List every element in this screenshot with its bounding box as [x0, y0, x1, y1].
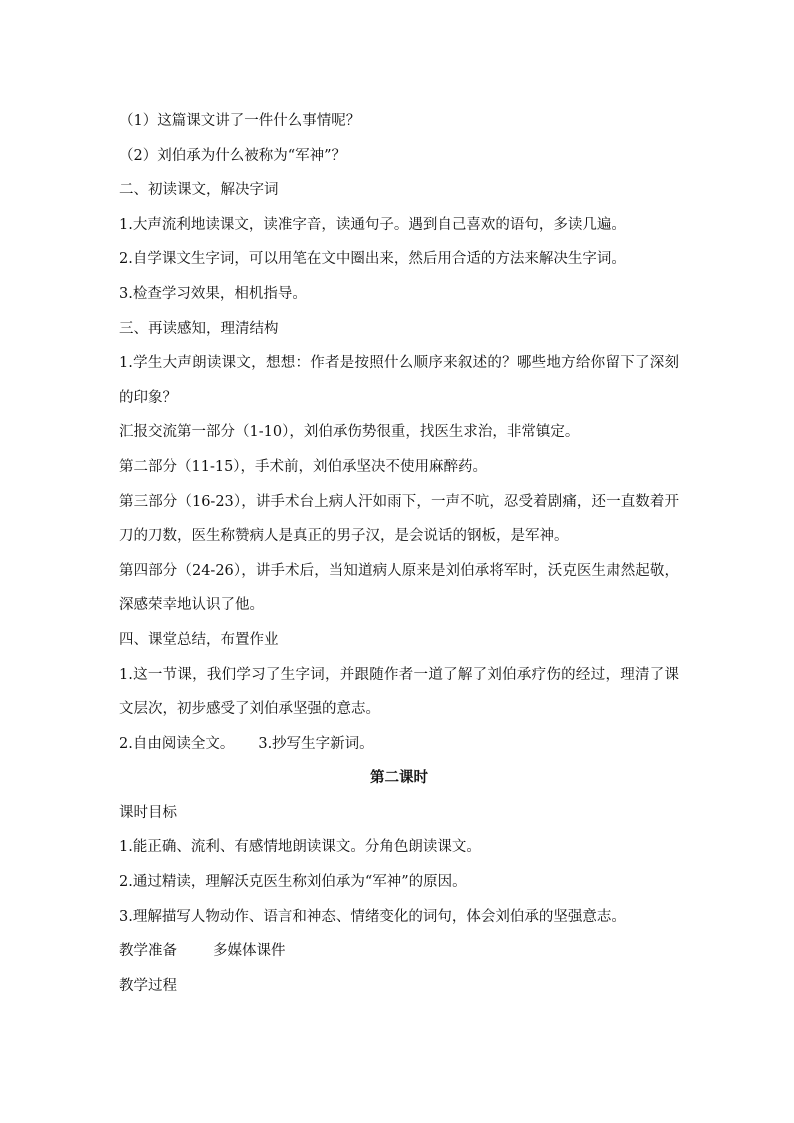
section-heading-2: 二、初读课文，解决字词 — [119, 182, 279, 199]
step-4-2 — [119, 727, 679, 762]
part-3-summary: 第三部分（16-23），讲手术台上病人汗如雨下，一声不吭，忍受着剧痛，还一直数着开刀的刀数，医生称赞病人是真正的男子汉，是会说话的钢板，是军神。 — [119, 493, 679, 545]
part-2-summary: 第二部分（11-15），手术前，刘伯承坚决不使用麻醉药。 — [119, 458, 488, 475]
step-2-1: 1.大声流利地读课文，读准字音，读通句子。遇到自己喜欢的语句，多读几遍。 — [119, 216, 626, 233]
goals-label: 课时目标 — [119, 804, 177, 821]
part-4-summary: 第四部分（24-26），讲手术后，当知道病人原来是刘伯承将军时，沃克医生肃然起敬，深感荣幸地认识了他。 — [119, 562, 679, 614]
goal-1: 1.能正确、流利、有感情地朗读课文。分角色朗读课文。 — [119, 839, 481, 856]
goal-3: 3.理解描写人物动作、语言和神态、情绪变化的词句，体会刘伯承的坚强意志。 — [119, 908, 626, 925]
document-body — [119, 104, 679, 1003]
question-1: （1）这篇课文讲了一件什么事情呢？ — [119, 113, 361, 129]
section-heading-4: 四、课堂总结，布置作业 — [119, 631, 279, 648]
goal-2: 2.通过精读，理解沃克医生称刘伯承为“军神”的原因。 — [119, 874, 467, 891]
teaching-prep — [119, 934, 679, 969]
prep-value: 多媒体课件 — [213, 943, 286, 960]
lesson-2-title: 第二课时 — [370, 770, 428, 787]
question-2: （2）刘伯承为什么被称为“军神”？ — [119, 147, 347, 164]
step-3-1: 1.学生大声朗读课文，想想：作者是按照什么顺序来叙述的？哪些地方给你留下了深刻的印象？ — [119, 355, 679, 406]
part-1-summary: 汇报交流第一部分（1-10），刘伯承伤势很重，找医生求治，非常镇定。 — [119, 424, 580, 441]
section-heading-3: 三、再读感知，理清结构 — [119, 320, 279, 337]
process-label: 教学过程 — [119, 977, 177, 994]
prep-label: 教学准备 — [119, 943, 177, 960]
step-4-1: 1.这一节课，我们学习了生字词，并跟随作者一道了解了刘伯承疗伤的经过，理清了课文层次，初步感受了刘伯承坚强的意志。 — [119, 666, 679, 718]
homework-read: 2.自由阅读全文。 — [119, 735, 235, 752]
step-2-2: 2.自学课文生字词，可以用笔在文中圈出来，然后用合适的方法来解决生字词。 — [119, 251, 626, 268]
step-2-3: 3.检查学习效果，相机指导。 — [119, 285, 307, 302]
homework-copy: 3.抄写生字新词。 — [258, 735, 374, 752]
